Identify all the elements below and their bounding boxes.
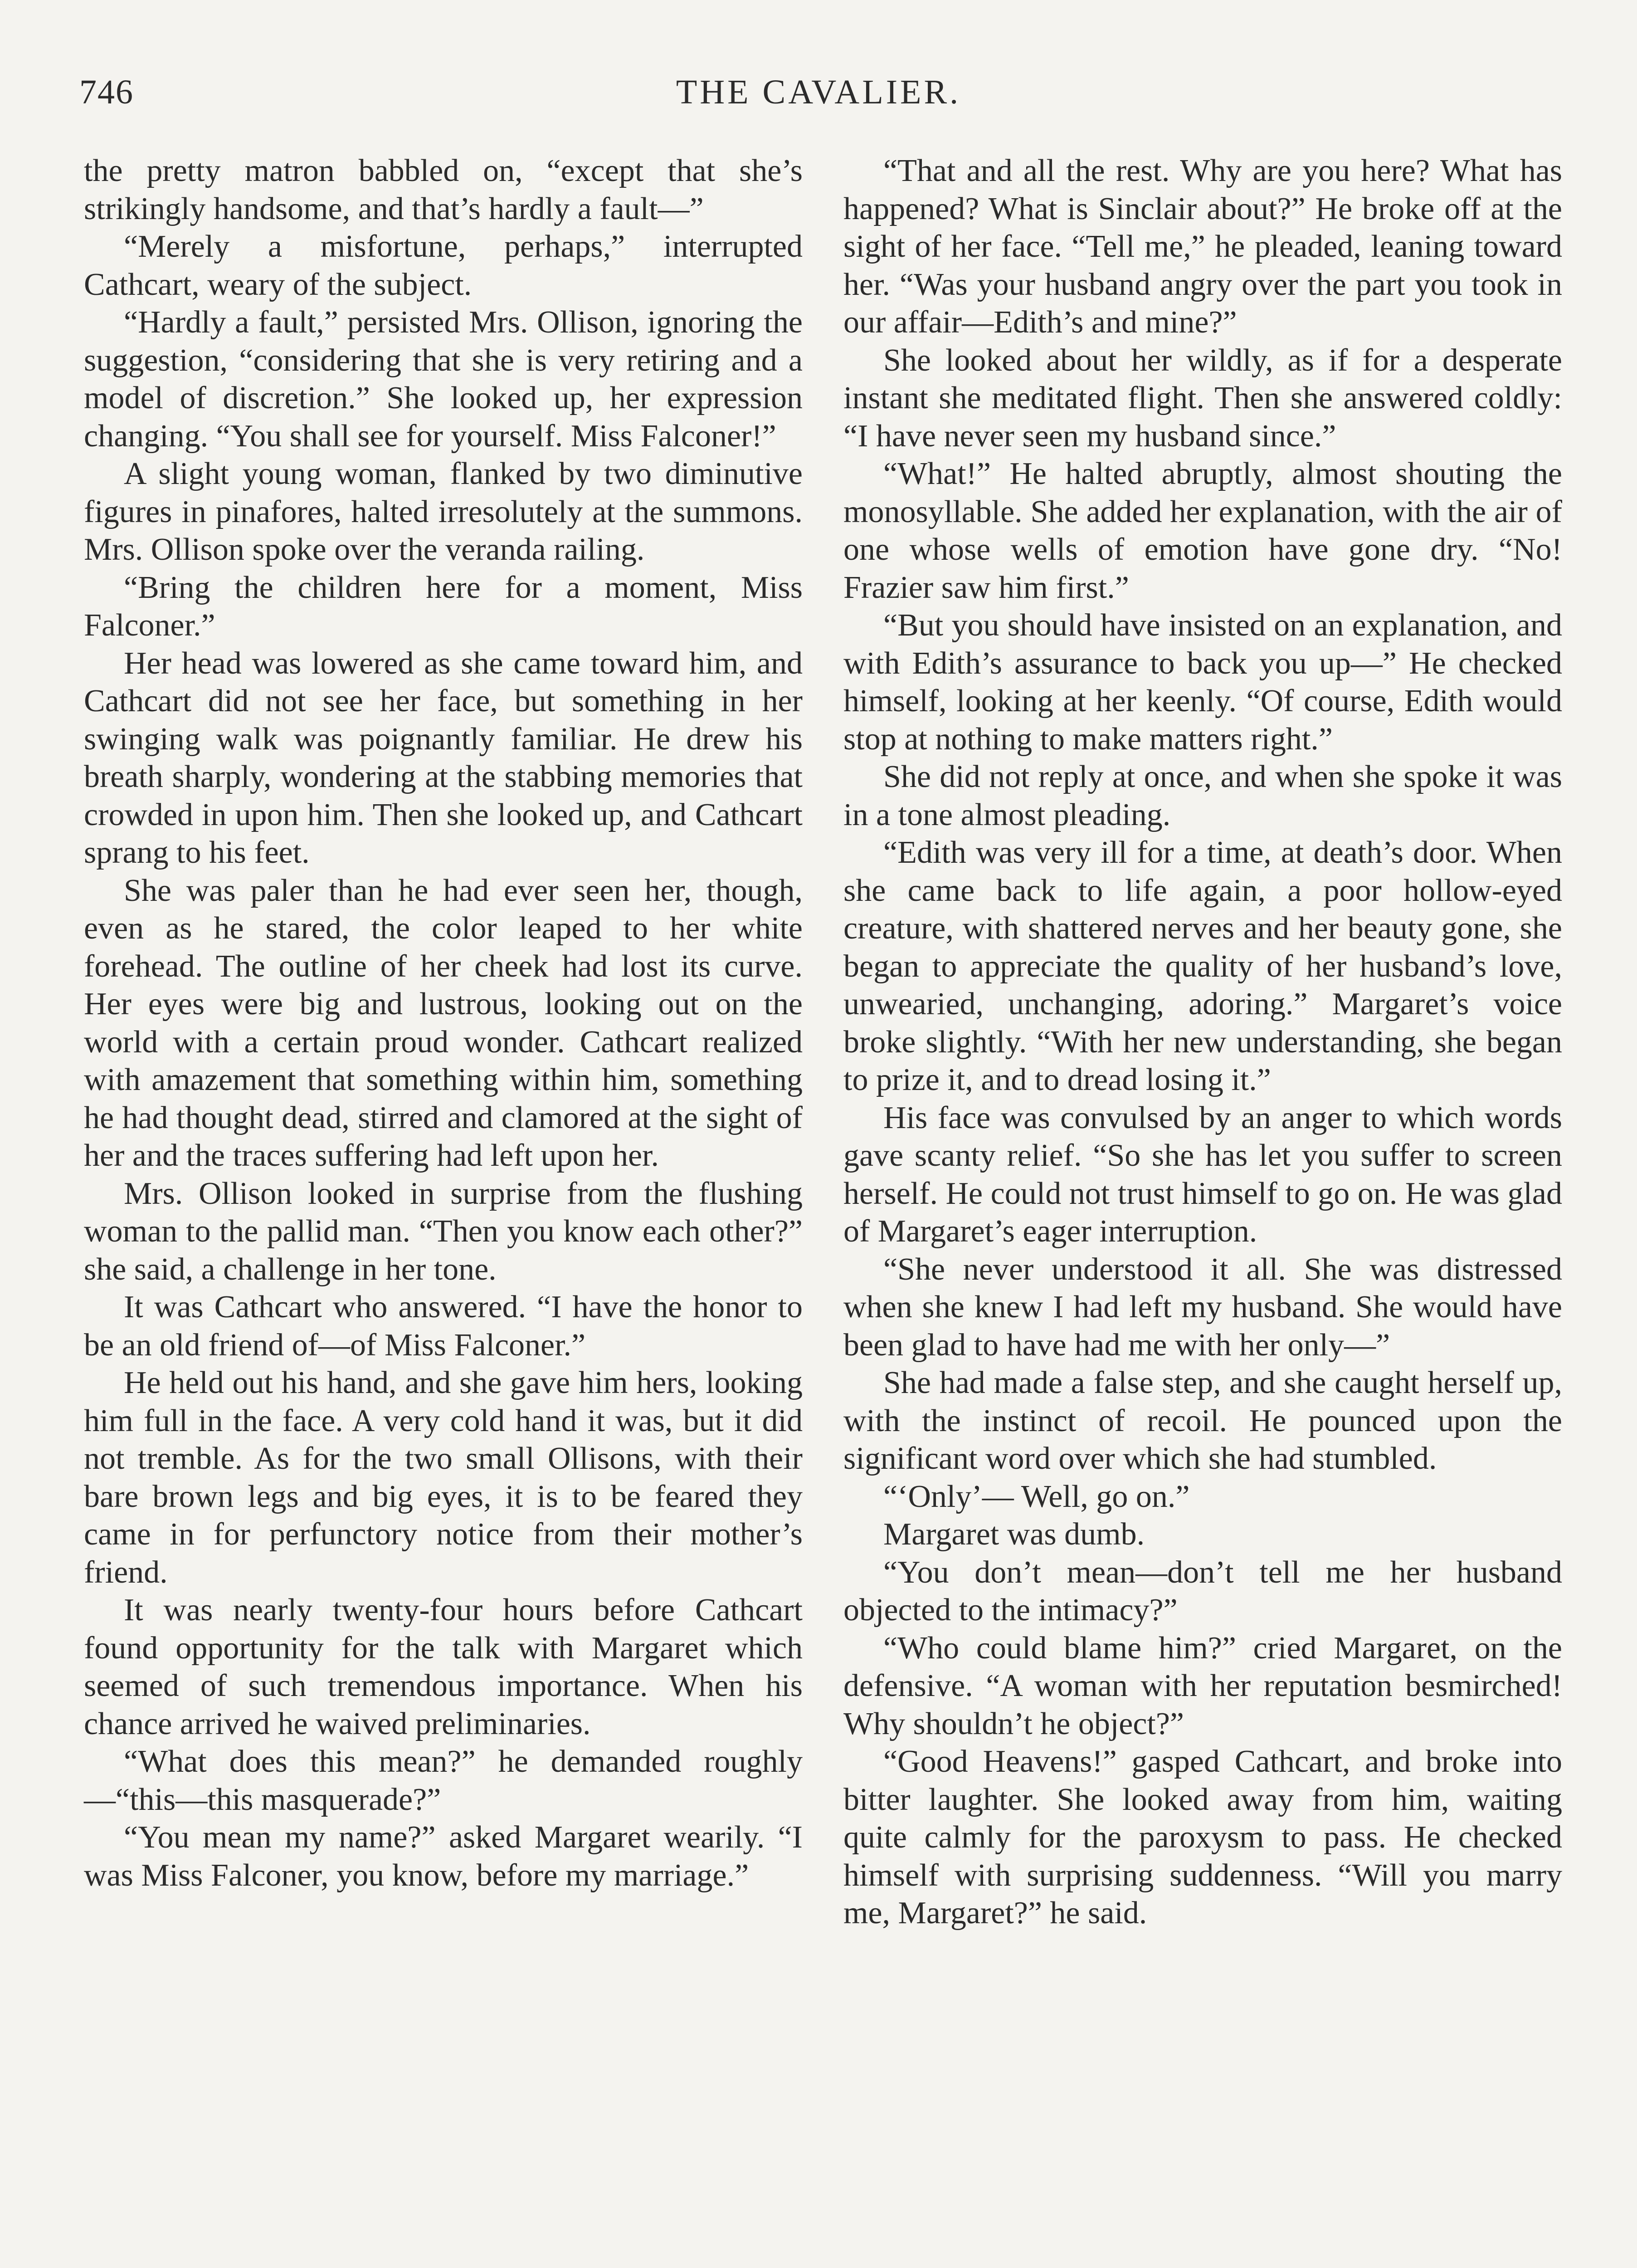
paragraph: “Merely a misfortune, perhaps,” interrupted Cathcart, weary of the subject. xyxy=(84,229,803,302)
paragraph: She looked about her wildly, as if for a desperate instant she meditated flight. Then she answered coldly: “I have never seen my husband since.” xyxy=(843,342,1562,454)
paragraph: the pretty matron babbled on, “except that she’s strikingly handsome, and that’s hardly a fault—” xyxy=(84,153,803,226)
paragraph: Her head was lowered as she came toward him, and Cathcart did not see her face, but something in her swinging walk was poignantly familiar. He drew his breath sharply, wondering at the stabbing memories that crowded in upon him. Then she looked up, and Cathcart sprang to his feet. xyxy=(84,645,803,870)
paragraph: Margaret was dumb. xyxy=(883,1517,1145,1552)
paragraph: “What does this mean?” he demanded roughly—“this—this masquerade?” xyxy=(84,1744,803,1817)
paragraph: She had made a false step, and she caught herself up, with the instinct of recoil. He pounced upon the significant word over which she had stumbled. xyxy=(843,1365,1562,1476)
paragraph: He held out his hand, and she gave him hers, looking him full in the face. A very cold hand it was, but it did not tremble. As for the two small Ollisons, with their bare brown legs and big eyes, it is to be feared they came in for perfunctory notice from their mother’s friend. xyxy=(84,1365,803,1590)
paragraph: “Edith was very ill for a time, at death’s door. When she came back to life again, a poor hollow-eyed creature, with shattered nerves and her beauty gone, she began to appreciate the quality of her husband’s love, unwearied, unchanging, adoring.” Margaret’s voice broke slightly. “With her new understanding, she began to prize it, and to dread losing it.” xyxy=(843,835,1562,1097)
paragraph: “Who could blame him?” cried Margaret, on the defensive. “A woman with her reputation besmirched! Why shouldn’t he object?” xyxy=(843,1630,1562,1741)
paragraph: His face was convulsed by an anger to which words gave scanty relief. “So she has let you suffer to screen herself. He could not trust himself to go on. He was glad of Margaret’s eager interruption. xyxy=(843,1100,1562,1249)
paragraph: “But you should have insisted on an explanation, and with Edith’s assurance to back you up—” He checked himself, looking at her keenly. “Of course, Edith would stop at nothing to make matters right.” xyxy=(843,608,1562,757)
paragraph: It was nearly twenty-four hours before Cathcart found opportunity for the talk with Margaret which seemed of such tremendous importance. When his chance arrived he waived preliminaries. xyxy=(84,1593,803,1741)
paragraph: “What!” He halted abruptly, almost shouting the monosyllable. She added her explanation, with the air of one whose wells of emotion have gone dry. “No! Frazier saw him first.” xyxy=(843,456,1562,605)
page-number: 746 xyxy=(79,73,134,111)
paragraph: “You mean my name?” asked Margaret wearily. “I was Miss Falconer, you know, before my marriage.” xyxy=(84,1820,803,1893)
paragraph: “She never understood it all. She was distressed when she knew I had left my husband. She would have been glad to have had me with her only—” xyxy=(843,1251,1562,1363)
paragraph: Mrs. Ollison looked in surprise from the flushing woman to the pallid man. “Then you know each other?” she said, a challenge in her tone. xyxy=(84,1176,803,1287)
paragraph: A slight young woman, flanked by two diminutive figures in pinafores, halted irresolutely at the summons. Mrs. Ollison spoke over the veranda railing. xyxy=(84,456,803,567)
paragraph: “You don’t mean—don’t tell me her husband objected to the intimacy?” xyxy=(843,1554,1562,1628)
paragraph: “Hardly a fault,” persisted Mrs. Ollison, ignoring the suggestion, “considering that she is very retiring and a model of discretion.” She looked up, her expression changing. “You shall see for yourself. Miss Falconer!” xyxy=(84,305,803,454)
page-header xyxy=(79,67,1558,117)
paragraph: She did not reply at once, and when she spoke it was in a tone almost pleading. xyxy=(843,759,1562,832)
running-title: THE CAVALIER. xyxy=(676,73,961,111)
paragraph: “Good Heavens!” gasped Cathcart, and broke into bitter laughter. She looked away from him, waiting quite calmly for the paroxysm to pass. He checked himself with surprising suddenness. “Will you marry me, Margaret?” he said. xyxy=(843,1744,1562,1931)
paragraph: “‘Only’— Well, go on.” xyxy=(883,1479,1190,1514)
paragraph: “That and all the rest. Why are you here? What has happened? What is Sinclair about?” He broke off at the sight of her face. “Tell me,” he pleaded, leaning toward her. “Was your husband angry over the part you took in our affair—Edith’s and mine?” xyxy=(843,153,1562,340)
paragraph: She was paler than he had ever seen her, though, even as he stared, the color leaped to her white forehead. The outline of her cheek had lost its curve. Her eyes were big and lustrous, looking out on the world with a certain proud wonder. Cathcart realized with amazement that something within him, something he had thought dead, stirred and clamored at the sight of her and the traces suffering had left upon her. xyxy=(84,873,803,1173)
left-column xyxy=(84,152,803,1894)
paragraph: “Bring the children here for a moment, Miss Falconer.” xyxy=(84,570,803,643)
right-column xyxy=(843,152,1562,1932)
paragraph: It was Cathcart who answered. “I have the honor to be an old friend of—of Miss Falconer.” xyxy=(84,1290,803,1363)
